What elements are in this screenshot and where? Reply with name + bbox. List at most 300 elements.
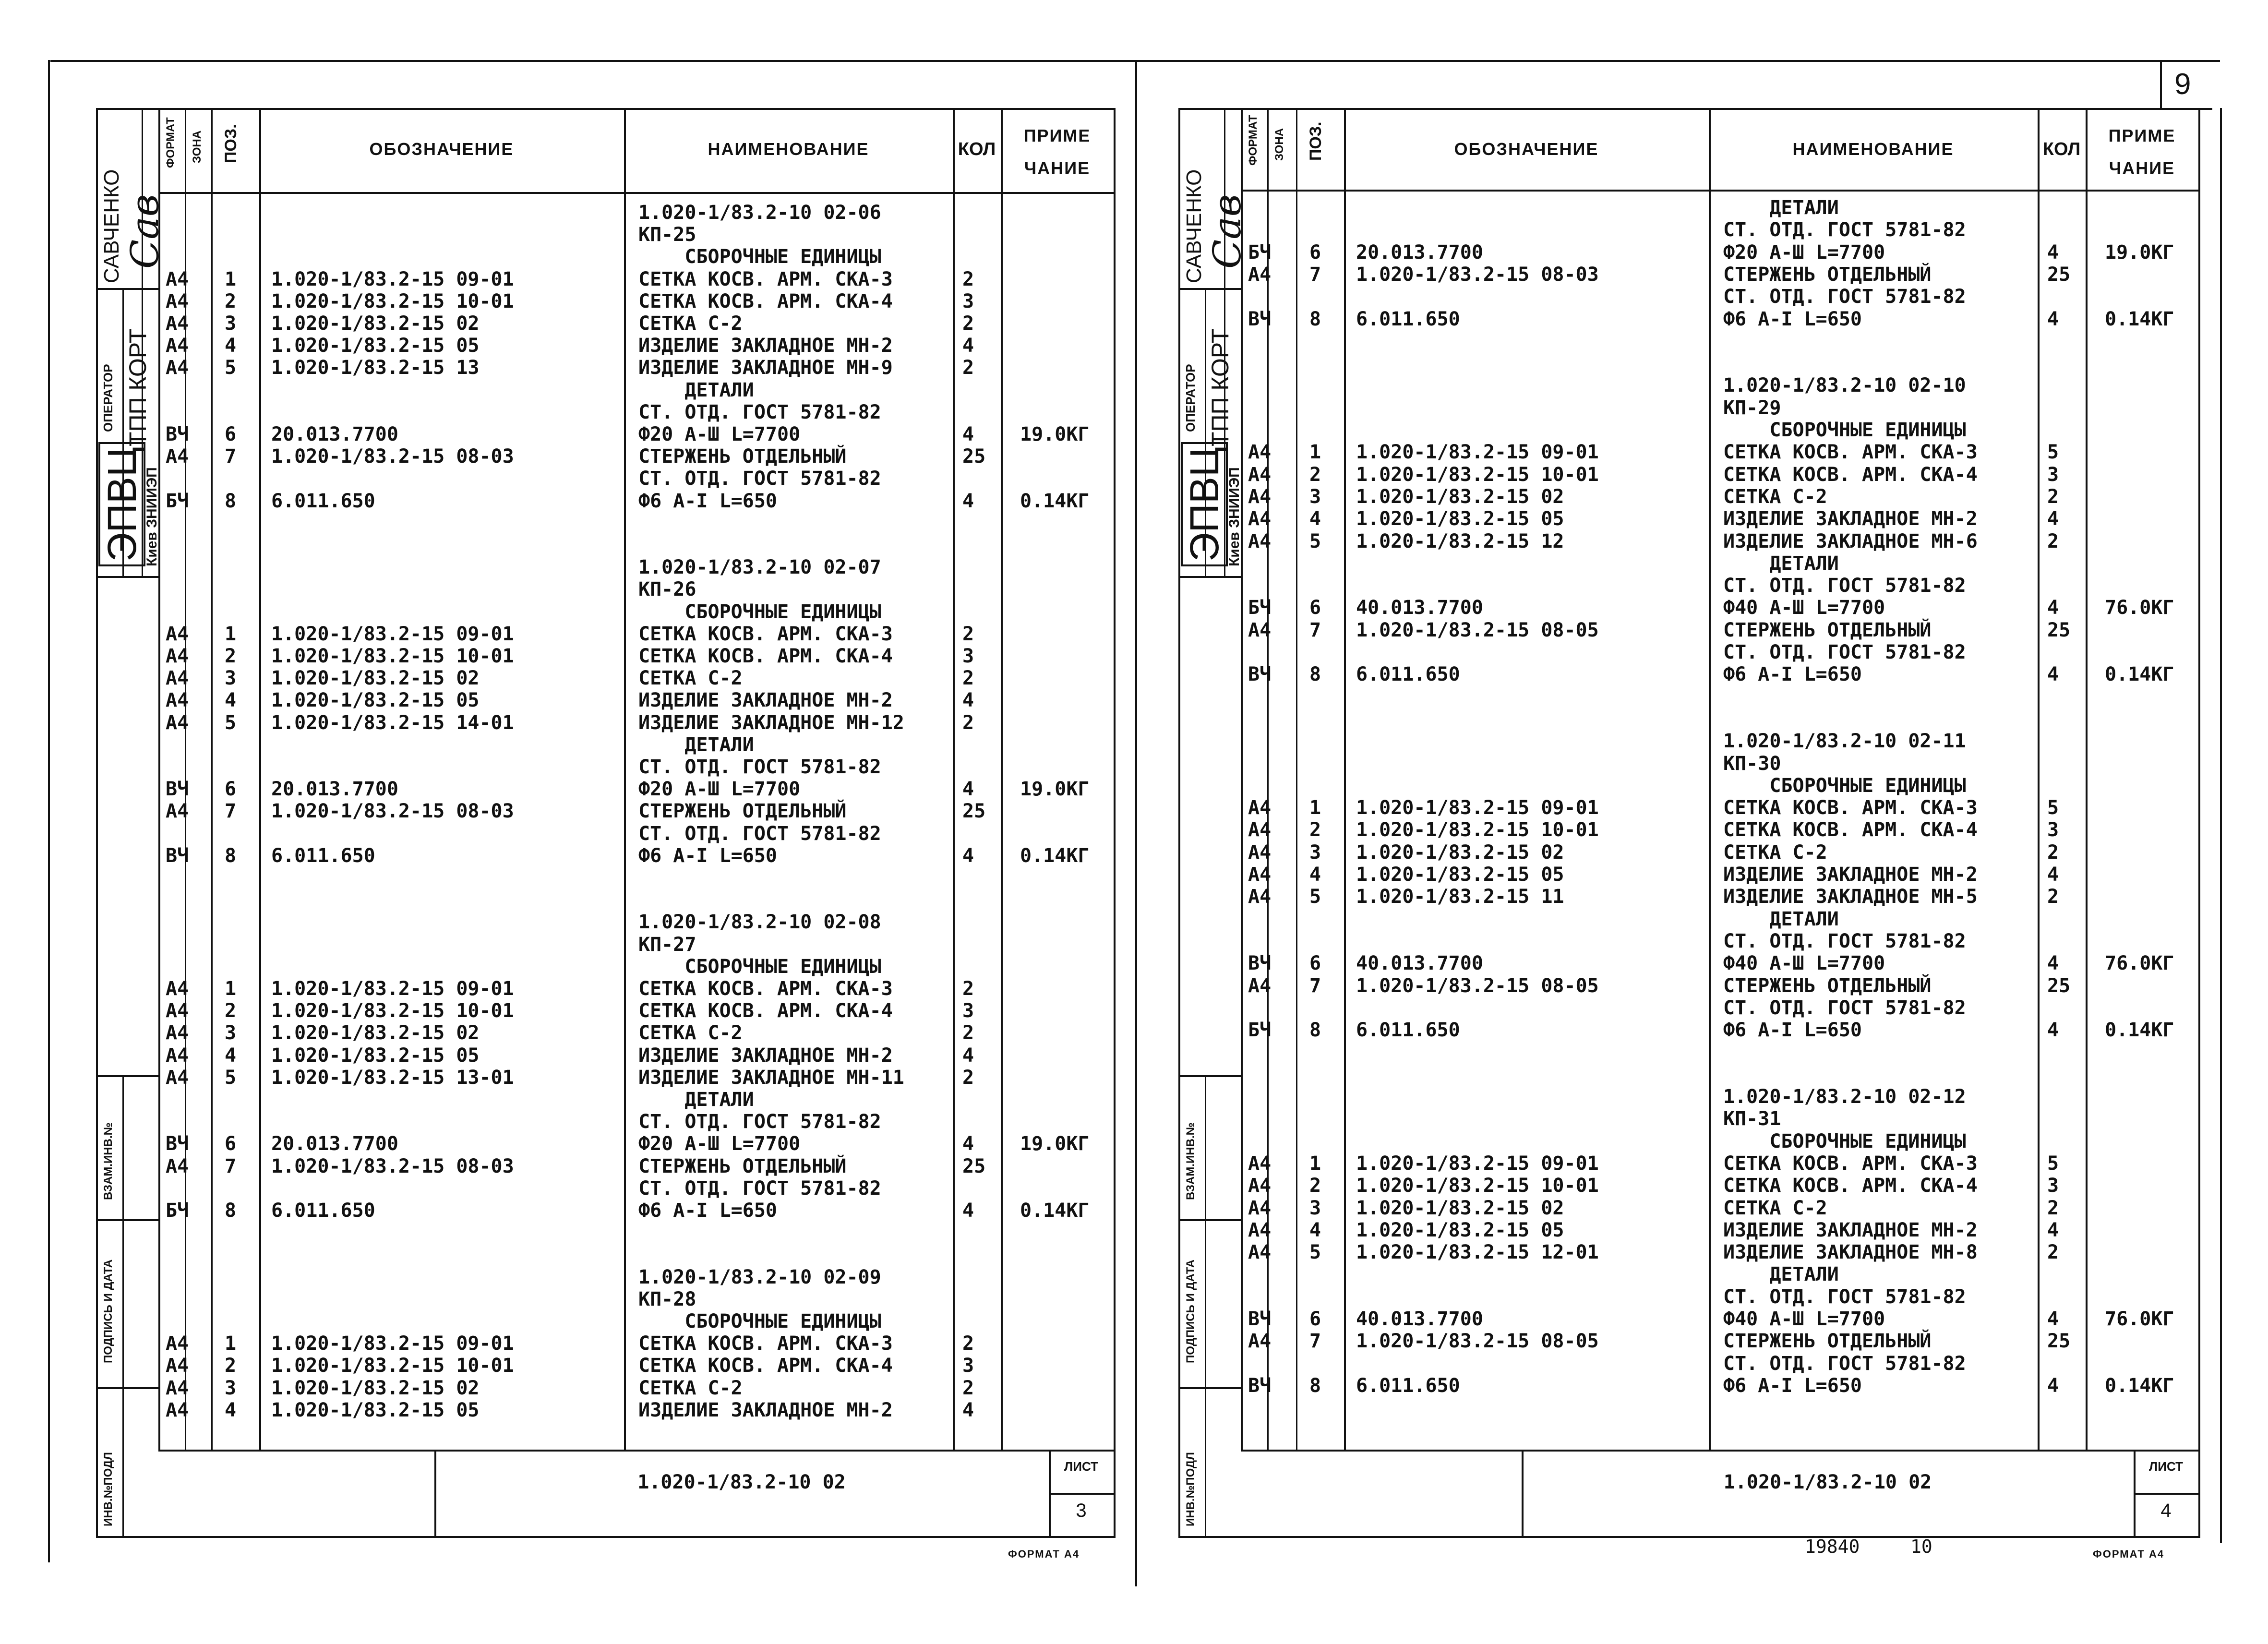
cell-designation: 1.020-1/83.2-15 09-01 xyxy=(1356,441,1599,464)
side-label-original-inv: ИНВ.№ПОДЛ xyxy=(1184,1452,1197,1526)
cell-name: СЕТКА КОСВ. АРМ. СКА-3 xyxy=(638,978,893,1000)
cell-name: ИЗДЕЛИЕ ЗАКЛАДНОЕ МН-2 xyxy=(638,689,893,712)
cell-name: Ф6 А-I L=650 xyxy=(1723,663,1862,686)
cell-quantity: 2 xyxy=(2047,530,2059,552)
cell-position: 3 xyxy=(225,667,237,690)
stamp-divider xyxy=(96,288,158,290)
stamp-role: ОПЕРАТОР xyxy=(1183,364,1198,432)
sheet-top-border xyxy=(50,60,1140,62)
cell-quantity: 2 xyxy=(962,978,974,1000)
cell-position: 5 xyxy=(1309,530,1321,552)
cell-name: 1.020-1/83.2-10 02-12 xyxy=(1723,1086,1966,1108)
cell-format: А4 xyxy=(1248,1152,1272,1175)
side-label-original-inv: ИНВ.№ПОДЛ xyxy=(102,1452,115,1526)
cell-position: 2 xyxy=(1309,819,1321,841)
cell-name: СЕТКА КОСВ. АРМ. СКА-4 xyxy=(1723,819,1978,841)
cell-name: ИЗДЕЛИЕ ЗАКЛАДНОЕ МН-2 xyxy=(638,1399,893,1421)
cell-name: СЕТКА КОСВ. АРМ. СКА-4 xyxy=(638,1355,893,1377)
cell-name: СТ. ОТД. ГОСТ 5781-82 xyxy=(1723,996,1966,1019)
cell-format: БЧ xyxy=(1248,597,1272,619)
header-name: НАИМЕНОВАНИЕ xyxy=(1792,139,1954,159)
cell-designation: 1.020-1/83.2-15 12 xyxy=(1356,530,1564,552)
frame-left xyxy=(96,108,98,1536)
side-label-replaced-inv: ВЗАМ.ИНВ.№ xyxy=(1184,1122,1197,1200)
cell-name: СЕТКА КОСВ. АРМ. СКА-4 xyxy=(638,1000,893,1022)
frame-bottom xyxy=(1178,1536,2200,1538)
footer-sheet-number: 4 xyxy=(2160,1500,2172,1521)
cell-name: СТ. ОТД. ГОСТ 5781-82 xyxy=(1723,1285,1966,1308)
cell-quantity: 3 xyxy=(2047,1175,2059,1197)
cell-position: 2 xyxy=(225,290,237,312)
cell-position: 7 xyxy=(225,445,237,468)
sheet-top-border xyxy=(1140,60,2220,62)
cell-format: А4 xyxy=(1248,1197,1272,1219)
cell-format: А4 xyxy=(1248,1241,1272,1264)
cell-designation: 1.020-1/83.2-15 08-05 xyxy=(1356,974,1599,997)
cell-format: А4 xyxy=(1248,819,1272,841)
cell-designation: 6.011.650 xyxy=(1356,1374,1460,1397)
footer-format-label: ФОРМАТ А4 xyxy=(1008,1548,1080,1560)
cell-name: Ф40 А-Ш L=7700 xyxy=(1723,1308,1885,1330)
cell-position: 7 xyxy=(1309,619,1321,641)
cell-note: 0.14КГ xyxy=(1020,844,1090,867)
cell-quantity: 4 xyxy=(962,1133,974,1155)
cell-format: А4 xyxy=(166,667,189,690)
cell-position: 2 xyxy=(1309,463,1321,486)
cell-format: А4 xyxy=(166,268,189,290)
cell-quantity: 5 xyxy=(2047,797,2059,819)
cell-name: СТ. ОТД. ГОСТ 5781-82 xyxy=(1723,575,1966,597)
cell-name: КП-27 xyxy=(638,933,696,956)
cell-designation: 1.020-1/83.2-15 02 xyxy=(271,312,480,335)
cell-format: А4 xyxy=(1248,485,1272,508)
cell-name: 1.020-1/83.2-10 02-06 xyxy=(638,202,881,224)
cell-position: 8 xyxy=(1309,1019,1321,1042)
cell-name: СТЕРЖЕНЬ ОТДЕЛЬНЫЙ xyxy=(638,1155,847,1177)
frame-top xyxy=(96,108,1116,110)
cell-name: 1.020-1/83.2-10 02-08 xyxy=(638,911,881,934)
col-pos-left xyxy=(1296,108,1297,1450)
cell-name: СТ. ОТД. ГОСТ 5781-82 xyxy=(1723,930,1966,952)
cell-name: СЕТКА КОСВ. АРМ. СКА-4 xyxy=(1723,463,1978,486)
cell-quantity: 25 xyxy=(2047,1330,2071,1353)
cell-name: СЕТКА С-2 xyxy=(1723,841,1827,864)
cell-designation: 1.020-1/83.2-15 10-01 xyxy=(1356,463,1599,486)
side-label-replaced-inv: ВЗАМ.ИНВ.№ xyxy=(102,1122,115,1200)
cell-quantity: 2 xyxy=(962,1066,974,1089)
cell-name: Ф20 А-Ш L=7700 xyxy=(1723,241,1885,264)
cell-note: 0.14КГ xyxy=(2105,308,2174,330)
side-divider xyxy=(96,1219,158,1221)
cell-name: ДЕТАЛИ xyxy=(638,1089,754,1111)
cell-name: ИЗДЕЛИЕ ЗАКЛАДНОЕ МН-9 xyxy=(638,357,893,379)
cell-name: СЕТКА С-2 xyxy=(638,1377,743,1399)
cell-position: 6 xyxy=(1309,1308,1321,1330)
cell-name: ИЗДЕЛИЕ ЗАКЛАДНОЕ МН-6 xyxy=(1723,530,1978,552)
cell-position: 6 xyxy=(1309,241,1321,264)
cell-name: СЕТКА КОСВ. АРМ. СКА-3 xyxy=(638,268,893,290)
sheet-left-edge xyxy=(48,60,50,1562)
cell-designation: 1.020-1/83.2-15 05 xyxy=(1356,1219,1564,1241)
stamp-divider xyxy=(1178,576,1241,578)
cell-format: БЧ xyxy=(1248,1019,1272,1042)
cell-quantity: 3 xyxy=(2047,819,2059,841)
stamp-divider xyxy=(96,576,158,578)
cell-format: А4 xyxy=(166,357,189,379)
cell-quantity: 4 xyxy=(962,423,974,445)
cell-designation: 1.020-1/83.2-15 12-01 xyxy=(1356,1241,1599,1264)
cell-name: СТ. ОТД. ГОСТ 5781-82 xyxy=(638,1177,881,1200)
stamp-organization-sub: Киев ЗНИИЭП xyxy=(1226,467,1242,566)
cell-name: СЕТКА КОСВ. АРМ. СКА-3 xyxy=(638,1332,893,1355)
cell-format: А4 xyxy=(166,623,189,645)
cell-name: СБОРОЧНЫЕ ЕДИНИЦЫ xyxy=(1723,774,1966,797)
cell-name: КП-30 xyxy=(1723,752,1781,775)
cell-designation: 1.020-1/83.2-15 08-03 xyxy=(271,445,514,468)
cell-name: ДЕТАЛИ xyxy=(1723,552,1839,575)
cell-position: 3 xyxy=(225,1022,237,1044)
cell-note: 0.14КГ xyxy=(1020,1200,1090,1222)
cell-note: 19.0КГ xyxy=(1020,423,1090,445)
cell-name: Ф20 А-Ш L=7700 xyxy=(638,778,801,801)
cell-designation: 1.020-1/83.2-15 02 xyxy=(1356,841,1564,864)
cell-name: СЕТКА КОСВ. АРМ. СКА-4 xyxy=(638,645,893,667)
stamp-role: ОПЕРАТОР xyxy=(101,364,115,432)
cell-quantity: 4 xyxy=(2047,1019,2059,1042)
cell-name: Ф6 А-I L=650 xyxy=(1723,1019,1862,1042)
cell-note: 19.0КГ xyxy=(1020,1133,1090,1155)
cell-designation: 20.013.7700 xyxy=(271,778,398,801)
cell-designation: 1.020-1/83.2-15 09-01 xyxy=(1356,797,1599,819)
cell-designation: 1.020-1/83.2-15 05 xyxy=(271,1399,480,1421)
cell-name: СТ. ОТД. ГОСТ 5781-82 xyxy=(638,822,881,845)
cell-designation: 1.020-1/83.2-15 08-03 xyxy=(271,1155,514,1177)
cell-designation: 1.020-1/83.2-15 05 xyxy=(271,335,480,357)
col-des-left xyxy=(1344,108,1346,1450)
cell-quantity: 4 xyxy=(962,689,974,712)
cell-format: А4 xyxy=(166,711,189,734)
cell-position: 5 xyxy=(1309,1241,1321,1264)
cell-designation: 1.020-1/83.2-15 13 xyxy=(271,357,480,379)
cell-position: 6 xyxy=(225,1133,237,1155)
cell-format: А4 xyxy=(1248,1175,1272,1197)
sheet-separator xyxy=(1135,60,1137,1586)
cell-quantity: 25 xyxy=(2047,619,2071,641)
cell-format: БЧ xyxy=(1248,241,1272,264)
cell-quantity: 4 xyxy=(962,1399,974,1421)
cell-position: 1 xyxy=(225,623,237,645)
cell-designation: 40.013.7700 xyxy=(1356,952,1483,975)
cell-quantity: 2 xyxy=(962,711,974,734)
cell-quantity: 2 xyxy=(962,1022,974,1044)
cell-designation: 1.020-1/83.2-15 05 xyxy=(1356,864,1564,886)
cell-designation: 40.013.7700 xyxy=(1356,597,1483,619)
stamp-department: ТПП КОРТ xyxy=(1207,328,1234,446)
cell-designation: 20.013.7700 xyxy=(271,423,398,445)
cell-note: 76.0КГ xyxy=(2105,597,2174,619)
cell-quantity: 2 xyxy=(2047,485,2059,508)
cell-name: ИЗДЕЛИЕ ЗАКЛАДНОЕ МН-11 xyxy=(638,1066,904,1089)
cell-designation: 1.020-1/83.2-15 08-05 xyxy=(1356,619,1599,641)
cell-quantity: 2 xyxy=(962,623,974,645)
header-name: НАИМЕНОВАНИЕ xyxy=(708,139,869,159)
stamp-organization: ЭПВЦ xyxy=(98,442,145,566)
frame-right xyxy=(2198,108,2200,1538)
cell-name: 1.020-1/83.2-10 02-09 xyxy=(638,1266,881,1288)
cell-quantity: 25 xyxy=(962,1155,986,1177)
cell-designation: 1.020-1/83.2-15 02 xyxy=(271,1022,480,1044)
cell-name: СТ. ОТД. ГОСТ 5781-82 xyxy=(1723,286,1966,308)
cell-name: СБОРОЧНЫЕ ЕДИНИЦЫ xyxy=(638,600,881,623)
cell-quantity: 2 xyxy=(2047,1197,2059,1219)
cell-designation: 1.020-1/83.2-15 09-01 xyxy=(271,623,514,645)
cell-note: 0.14КГ xyxy=(2105,1019,2174,1042)
cell-quantity: 3 xyxy=(962,1355,974,1377)
cell-position: 1 xyxy=(1309,797,1321,819)
cell-quantity: 4 xyxy=(2047,597,2059,619)
cell-format: ВЧ xyxy=(166,423,189,445)
col-name-left xyxy=(624,108,626,1450)
col-qty-left xyxy=(953,108,955,1450)
cell-format: А4 xyxy=(166,800,189,823)
cell-position: 7 xyxy=(1309,974,1321,997)
cell-designation: 1.020-1/83.2-15 09-01 xyxy=(1356,1152,1599,1175)
cell-name: СТ. ОТД. ГОСТ 5781-82 xyxy=(1723,1352,1966,1375)
header-zone: ЗОНА xyxy=(191,130,204,163)
cell-name: СТЕРЖЕНЬ ОТДЕЛЬНЫЙ xyxy=(638,445,847,468)
cell-position: 4 xyxy=(225,1399,237,1421)
header-quantity: КОЛ xyxy=(2042,139,2081,159)
header-zone: ЗОНА xyxy=(1273,128,1286,161)
cell-name: ИЗДЕЛИЕ ЗАКЛАДНОЕ МН-2 xyxy=(1723,1219,1978,1241)
cell-designation: 1.020-1/83.2-15 14-01 xyxy=(271,711,514,734)
cell-position: 3 xyxy=(1309,841,1321,864)
cell-name: СТЕРЖЕНЬ ОТДЕЛЬНЫЙ xyxy=(1723,974,1932,997)
footer-format-label: ФОРМАТ А4 xyxy=(2093,1548,2165,1560)
cell-quantity: 2 xyxy=(962,357,974,379)
cell-name: ИЗДЕЛИЕ ЗАКЛАДНОЕ МН-2 xyxy=(1723,864,1978,886)
cell-designation: 1.020-1/83.2-15 13-01 xyxy=(271,1066,514,1089)
cell-format: ВЧ xyxy=(166,844,189,867)
cell-quantity: 4 xyxy=(2047,864,2059,886)
cell-position: 5 xyxy=(225,1066,237,1089)
cell-position: 7 xyxy=(225,1155,237,1177)
cell-quantity: 4 xyxy=(2047,1374,2059,1397)
cell-quantity: 2 xyxy=(2047,886,2059,908)
cell-designation: 6.011.650 xyxy=(1356,1019,1460,1042)
cell-format: А4 xyxy=(166,1155,189,1177)
cell-format: А4 xyxy=(166,1377,189,1399)
cell-position: 2 xyxy=(225,645,237,667)
cell-note: 0.14КГ xyxy=(2105,663,2174,686)
side-divider xyxy=(1178,1075,1241,1077)
header-position: ПОЗ. xyxy=(222,124,240,163)
cell-position: 1 xyxy=(1309,1152,1321,1175)
cell-quantity: 2 xyxy=(962,667,974,690)
cell-name: ДЕТАЛИ xyxy=(638,733,754,756)
cell-quantity: 4 xyxy=(2047,508,2059,530)
cell-format: А4 xyxy=(166,1066,189,1089)
cell-name: ИЗДЕЛИЕ ЗАКЛАДНОЕ МН-8 xyxy=(1723,1241,1978,1264)
col-format-left xyxy=(158,108,160,1450)
cell-quantity: 3 xyxy=(962,290,974,312)
stamp-signature: Сав xyxy=(122,194,167,269)
cell-name: ДЕТАЛИ xyxy=(1723,197,1839,219)
cell-quantity: 2 xyxy=(962,268,974,290)
cell-format: А4 xyxy=(166,312,189,335)
cell-position: 6 xyxy=(1309,952,1321,975)
cell-name: СТ. ОТД. ГОСТ 5781-82 xyxy=(1723,219,1966,241)
header-position: ПОЗ. xyxy=(1307,121,1325,161)
cell-quantity: 4 xyxy=(2047,663,2059,686)
cell-quantity: 2 xyxy=(2047,841,2059,864)
cell-format: А4 xyxy=(1248,886,1272,908)
cell-quantity: 2 xyxy=(962,1377,974,1399)
side-divider xyxy=(96,1387,158,1389)
cell-designation: 1.020-1/83.2-15 10-01 xyxy=(1356,1175,1599,1197)
cell-designation: 1.020-1/83.2-15 05 xyxy=(1356,508,1564,530)
cell-name: СЕТКА С-2 xyxy=(638,667,743,690)
header-bottom xyxy=(1241,190,2200,192)
cell-name: СБОРОЧНЫЕ ЕДИНИЦЫ xyxy=(1723,1130,1966,1152)
cell-position: 4 xyxy=(1309,1219,1321,1241)
cell-name: СТЕРЖЕНЬ ОТДЕЛЬНЫЙ xyxy=(1723,1330,1932,1353)
cell-format: А4 xyxy=(1248,974,1272,997)
cell-position: 5 xyxy=(1309,886,1321,908)
cell-designation: 1.020-1/83.2-15 05 xyxy=(271,689,480,712)
frame-bottom xyxy=(96,1536,1116,1538)
cell-quantity: 25 xyxy=(2047,263,2071,286)
cell-format: А4 xyxy=(166,978,189,1000)
cell-quantity: 2 xyxy=(962,1332,974,1355)
side-inner-line xyxy=(122,1075,124,1536)
cell-quantity: 2 xyxy=(2047,1241,2059,1264)
cell-name: СБОРОЧНЫЕ ЕДИНИЦЫ xyxy=(1723,419,1966,441)
frame-top xyxy=(1178,108,2200,110)
cell-position: 2 xyxy=(225,1000,237,1022)
cell-position: 4 xyxy=(1309,508,1321,530)
cell-name: Ф6 А-I L=650 xyxy=(1723,1374,1862,1397)
cell-name: СТ. ОТД. ГОСТ 5781-82 xyxy=(638,468,881,490)
cell-quantity: 25 xyxy=(962,445,986,468)
cell-quantity: 4 xyxy=(2047,952,2059,975)
cell-designation: 1.020-1/83.2-15 02 xyxy=(271,667,480,690)
footer-archive-number: 19840 xyxy=(1805,1536,1860,1557)
cell-name: ДЕТАЛИ xyxy=(1723,908,1839,930)
cell-designation: 1.020-1/83.2-15 09-01 xyxy=(271,978,514,1000)
cell-position: 1 xyxy=(225,978,237,1000)
cell-name: 1.020-1/83.2-10 02-07 xyxy=(638,556,881,579)
cell-format: БЧ xyxy=(166,1200,189,1222)
cell-designation: 6.011.650 xyxy=(271,490,375,512)
cell-name: КП-26 xyxy=(638,578,696,601)
cell-designation: 1.020-1/83.2-15 09-01 xyxy=(271,268,514,290)
cell-format: А4 xyxy=(1248,508,1272,530)
footer-archive-number-2: 10 xyxy=(1910,1536,1932,1557)
cell-note: 19.0КГ xyxy=(1020,778,1090,801)
header-designation: ОБОЗНАЧЕНИЕ xyxy=(369,139,514,159)
cell-name: Ф40 А-Ш L=7700 xyxy=(1723,597,1885,619)
cell-designation: 1.020-1/83.2-15 10-01 xyxy=(1356,819,1599,841)
cell-designation: 1.020-1/83.2-15 08-03 xyxy=(271,800,514,823)
cell-name: СЕТКА КОСВ. АРМ. СКА-3 xyxy=(1723,797,1978,819)
cell-name: Ф6 А-I L=650 xyxy=(638,1200,777,1222)
header-format: ФОРМАТ xyxy=(1247,115,1260,166)
cell-name: Ф20 А-Ш L=7700 xyxy=(638,1133,801,1155)
cell-name: СЕТКА С-2 xyxy=(1723,1197,1827,1219)
cell-position: 8 xyxy=(225,490,237,512)
side-divider xyxy=(1178,1387,1241,1389)
side-label-signature-date: ПОДПИСЬ И ДАТА xyxy=(1184,1259,1197,1363)
cell-format: А4 xyxy=(1248,841,1272,864)
cell-note: 19.0КГ xyxy=(2105,241,2174,264)
col-des-left xyxy=(259,108,261,1450)
cell-name: СТ. ОТД. ГОСТ 5781-82 xyxy=(638,401,881,423)
cell-format: А4 xyxy=(1248,797,1272,819)
cell-position: 1 xyxy=(1309,441,1321,464)
cell-position: 6 xyxy=(225,423,237,445)
cell-quantity: 5 xyxy=(2047,441,2059,464)
cell-designation: 1.020-1/83.2-15 10-01 xyxy=(271,645,514,667)
header-note-line2: ЧАНИЕ xyxy=(1024,158,1091,178)
cell-name: Ф20 А-Ш L=7700 xyxy=(638,423,801,445)
cell-format: А4 xyxy=(166,1044,189,1067)
side-inner-line xyxy=(1205,1075,1206,1536)
cell-quantity: 5 xyxy=(2047,1152,2059,1175)
cell-name: ДЕТАЛИ xyxy=(1723,1263,1839,1286)
cell-format: А4 xyxy=(166,1022,189,1044)
cell-name: СТ. ОТД. ГОСТ 5781-82 xyxy=(1723,641,1966,663)
cell-position: 4 xyxy=(1309,864,1321,886)
cell-designation: 1.020-1/83.2-15 02 xyxy=(1356,485,1564,508)
cell-name: СЕТКА КОСВ. АРМ. СКА-4 xyxy=(638,290,893,312)
cell-position: 3 xyxy=(225,312,237,335)
cell-name: СТ. ОТД. ГОСТ 5781-82 xyxy=(638,1111,881,1133)
cell-designation: 1.020-1/83.2-15 08-05 xyxy=(1356,1330,1599,1353)
cell-quantity: 4 xyxy=(962,778,974,801)
cell-name: СТЕРЖЕНЬ ОТДЕЛЬНЫЙ xyxy=(638,800,847,823)
cell-format: А4 xyxy=(166,1399,189,1421)
header-note-line1: ПРИМЕ xyxy=(1023,126,1091,145)
cell-position: 5 xyxy=(225,711,237,734)
cell-name: СЕТКА КОСВ. АРМ. СКА-3 xyxy=(1723,441,1978,464)
cell-name: КП-28 xyxy=(638,1288,696,1310)
cell-name: Ф6 А-I L=650 xyxy=(1723,308,1862,330)
cell-name: СЕТКА С-2 xyxy=(1723,485,1827,508)
cell-format: А4 xyxy=(1248,1219,1272,1241)
cell-position: 8 xyxy=(225,844,237,867)
cell-position: 2 xyxy=(1309,1175,1321,1197)
cell-quantity: 25 xyxy=(962,800,986,823)
cell-name: СЕТКА С-2 xyxy=(638,312,743,335)
cell-format: А4 xyxy=(1248,619,1272,641)
stamp-department: ТПП КОРТ xyxy=(124,328,151,446)
header-note-line2: ЧАНИЕ xyxy=(2109,158,2175,178)
cell-name: ДЕТАЛИ xyxy=(638,379,754,401)
stamp-person: САВЧЕНКО xyxy=(1182,169,1206,283)
cell-designation: 1.020-1/83.2-15 02 xyxy=(1356,1197,1564,1219)
frame-left xyxy=(1178,108,1180,1536)
cell-position: 8 xyxy=(225,1200,237,1222)
cell-format: ВЧ xyxy=(166,1133,189,1155)
cell-format: А4 xyxy=(1248,463,1272,486)
cell-name: ИЗДЕЛИЕ ЗАКЛАДНОЕ МН-2 xyxy=(1723,508,1978,530)
cell-quantity: 4 xyxy=(962,1200,974,1222)
cell-note: 76.0КГ xyxy=(2105,1308,2174,1330)
cell-quantity: 4 xyxy=(962,844,974,867)
cell-name: ИЗДЕЛИЕ ЗАКЛАДНОЕ МН-2 xyxy=(638,1044,893,1067)
cell-format: А4 xyxy=(166,1355,189,1377)
